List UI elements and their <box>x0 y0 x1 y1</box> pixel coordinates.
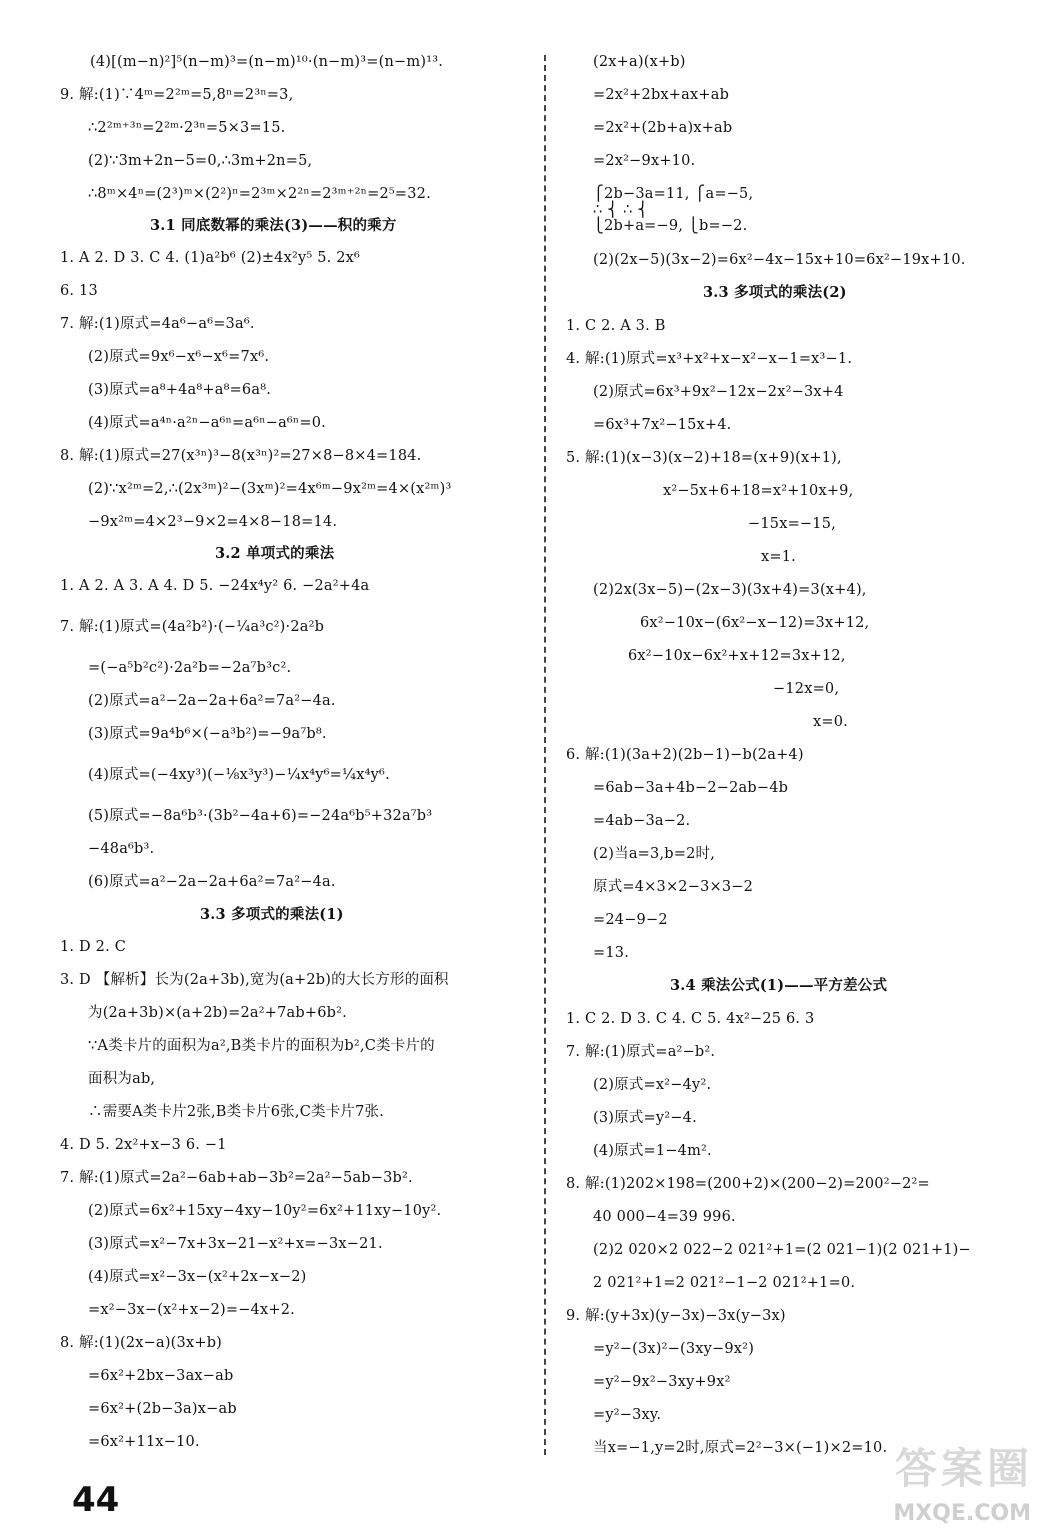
text-line: =6ab−3a+4b−2−2ab−4b <box>593 780 789 796</box>
text-line: 40 000−4=39 996. <box>593 1209 736 1225</box>
text-line: =13. <box>593 945 630 961</box>
text-line: ∴ ⎨ ∴ ⎨ <box>593 202 649 218</box>
text-line: (4)原式=(−4xy³)(−⅛x³y³)−¼x⁴y⁶=¼x⁴y⁶. <box>88 767 390 783</box>
text-line: −48a⁶b³. <box>88 841 155 857</box>
section-heading: 3.1 同底数幂的乘法(3)——积的乘方 <box>150 217 397 234</box>
text-line: ⎧2b−3a=11, ⎧a=−5, <box>593 186 754 202</box>
text-line: =(−a⁵b²c²)·2a²b=−2a⁷b³c². <box>88 660 292 676</box>
text-line: ∴2²ᵐ⁺³ⁿ=2²ᵐ·2³ⁿ=5×3=15. <box>88 120 286 136</box>
text-line: (2)原式=9x⁶−x⁶−x⁶=7x⁶. <box>88 349 270 365</box>
text-line: 7. 解:(1)原式=(4a²b²)·(−¼a³c²)·2a²b <box>60 619 325 635</box>
text-line: x=1. <box>761 549 796 565</box>
text-line: 5. 解:(1)(x−3)(x−2)+18=(x+9)(x+1), <box>566 450 842 466</box>
text-line: (3)原式=y²−4. <box>593 1110 697 1126</box>
text-line: ⎩2b+a=−9, ⎩b=−2. <box>593 218 748 234</box>
text-line: 为(2a+3b)×(a+2b)=2a²+7ab+6b². <box>88 1005 347 1021</box>
text-line: =6x³+7x²−15x+4. <box>593 417 732 433</box>
text-line: ∵A类卡片的面积为a²,B类卡片的面积为b²,C类卡片的 <box>88 1038 435 1054</box>
text-line: (3)原式=9a⁴b⁶×(−a³b²)=−9a⁷b⁸. <box>88 726 327 742</box>
text-line: (3)原式=a⁸+4a⁸+a⁸=6a⁸. <box>88 382 272 398</box>
text-line: 1. C 2. A 3. B <box>566 318 666 334</box>
text-line: −15x=−15, <box>748 516 836 532</box>
page-number: 44 <box>72 1480 120 1520</box>
text-line: 面积为ab, <box>88 1071 156 1087</box>
text-line: ∴需要A类卡片2张,B类卡片6张,C类卡片7张. <box>88 1104 385 1120</box>
text-line: (2)2 020×2 022−2 021²+1=(2 021−1)(2 021+1)− <box>593 1242 971 1258</box>
text-line: 6x²−10x−6x²+x+12=3x+12, <box>628 648 846 664</box>
text-line: 1. C 2. D 3. C 4. C 5. 4x²−25 6. 3 <box>566 1011 815 1027</box>
text-line: =y²−3xy. <box>593 1407 662 1423</box>
text-line: 7. 解:(1)原式=4a⁶−a⁶=3a⁶. <box>60 316 255 332</box>
text-line: 1. D 2. C <box>60 939 127 955</box>
text-line: (4)原式=1−4m². <box>593 1143 712 1159</box>
text-line: 9. 解:(1)∵4ᵐ=2²ᵐ=5,8ⁿ=2³ⁿ=3, <box>60 87 294 103</box>
text-line: 4. D 5. 2x²+x−3 6. −1 <box>60 1137 227 1153</box>
text-line: =2x²+2bx+ax+ab <box>593 87 730 103</box>
text-line: −12x=0, <box>773 681 840 697</box>
text-line: =y²−9x²−3xy+9x² <box>593 1374 731 1390</box>
text-line: 2 021²+1=2 021²−1−2 021²+1=0. <box>593 1275 856 1291</box>
text-line: −9x²ᵐ=4×2³−9×2=4×8−18=14. <box>88 514 338 530</box>
text-line: 8. 解:(1)(2x−a)(3x+b) <box>60 1335 223 1351</box>
column-divider <box>544 55 546 1455</box>
section-heading: 3.3 多项式的乘法(2) <box>703 284 847 301</box>
watermark-title: 答案圈 <box>894 1444 1033 1493</box>
text-line: 当x=−1,y=2时,原式=2²−3×(−1)×2=10. <box>593 1440 888 1456</box>
text-line: 9. 解:(y+3x)(y−3x)−3x(y−3x) <box>566 1308 786 1324</box>
text-line: (2)当a=3,b=2时, <box>593 846 716 862</box>
section-heading: 3.3 多项式的乘法(1) <box>200 906 344 923</box>
text-line: 3. D 【解析】长为(2a+3b),宽为(a+2b)的大长方形的面积 <box>60 972 449 988</box>
text-line: (2)(2x−5)(3x−2)=6x²−4x−15x+10=6x²−19x+10. <box>593 252 966 268</box>
text-line: 6. 13 <box>60 283 98 299</box>
text-line: (2x+a)(x+b) <box>593 54 686 70</box>
text-line: =4ab−3a−2. <box>593 813 691 829</box>
text-line: 6x²−10x−(6x²−x−12)=3x+12, <box>640 615 870 631</box>
text-line: (4)原式=a⁴ⁿ·a²ⁿ−a⁶ⁿ=a⁶ⁿ−a⁶ⁿ=0. <box>88 415 326 431</box>
watermark-url: MXQE.COM <box>893 1501 1031 1526</box>
section-heading: 3.2 单项式的乘法 <box>215 545 335 562</box>
text-line: 1. A 2. D 3. C 4. (1)a²b⁶ (2)±4x²y⁵ 5. 2x⁶ <box>60 250 361 266</box>
text-line: x=0. <box>813 714 848 730</box>
text-line: 8. 解:(1)原式=27(x³ⁿ)³−8(x³ⁿ)²=27×8−8×4=184. <box>60 448 422 464</box>
text-line: x²−5x+6+18=x²+10x+9, <box>663 483 854 499</box>
section-heading: 3.4 乘法公式(1)——平方差公式 <box>670 977 888 994</box>
text-line: (3)原式=x²−7x+3x−21−x²+x=−3x−21. <box>88 1236 383 1252</box>
text-line: 原式=4×3×2−3×3−2 <box>593 879 754 895</box>
text-line: 7. 解:(1)原式=2a²−6ab+ab−3b²=2a²−5ab−3b². <box>60 1170 413 1186</box>
text-line: (2)2x(3x−5)−(2x−3)(3x+4)=3(x+4), <box>593 582 867 598</box>
text-line: =6x²+(2b−3a)x−ab <box>88 1401 237 1417</box>
text-line: (6)原式=a²−2a−2a+6a²=7a²−4a. <box>88 874 336 890</box>
text-line: (4)原式=x²−3x−(x²+2x−x−2) <box>88 1269 307 1285</box>
text-line: =y²−(3x)²−(3xy−9x²) <box>593 1341 755 1357</box>
text-line: =24−9−2 <box>593 912 668 928</box>
text-line: 1. A 2. A 3. A 4. D 5. −24x⁴y² 6. −2a²+4a <box>60 578 370 594</box>
text-line: (2)∵3m+2n−5=0,∴3m+2n=5, <box>88 153 313 169</box>
text-line: ∴8ᵐ×4ⁿ=(2³)ᵐ×(2²)ⁿ=2³ᵐ×2²ⁿ=2³ᵐ⁺²ⁿ=2⁵=32. <box>88 186 431 202</box>
text-line: 6. 解:(1)(3a+2)(2b−1)−b(2a+4) <box>566 747 804 763</box>
text-line: =2x²−9x+10. <box>593 153 696 169</box>
text-line: =x²−3x−(x²+x−2)=−4x+2. <box>88 1302 295 1318</box>
text-line: =6x²+11x−10. <box>88 1434 200 1450</box>
text-line: 4. 解:(1)原式=x³+x²+x−x²−x−1=x³−1. <box>566 351 853 367</box>
text-line: (2)原式=x²−4y². <box>593 1077 712 1093</box>
text-line: =6x²+2bx−3ax−ab <box>88 1368 234 1384</box>
text-line: (2)∵x²ᵐ=2,∴(2x³ᵐ)²−(3xᵐ)²=4x⁶ᵐ−9x²ᵐ=4×(x²ᵐ)³ <box>88 481 452 497</box>
text-line: (2)原式=6x²+15xy−4xy−10y²=6x²+11xy−10y². <box>88 1203 442 1219</box>
text-line: =2x²+(2b+a)x+ab <box>593 120 733 136</box>
text-line: (5)原式=−8a⁶b³·(3b²−4a+6)=−24a⁶b⁵+32a⁷b³ <box>88 808 433 824</box>
watermark-logo <box>839 1444 1049 1530</box>
text-line: 7. 解:(1)原式=a²−b². <box>566 1044 716 1060</box>
text-line: 8. 解:(1)202×198=(200+2)×(200−2)=200²−2²= <box>566 1176 930 1192</box>
text-line: (2)原式=6x³+9x²−12x−2x²−3x+4 <box>593 384 844 400</box>
text-line: (2)原式=a²−2a−2a+6a²=7a²−4a. <box>88 693 336 709</box>
text-line: (4)[(m−n)²]⁵(n−m)³=(n−m)¹⁰·(n−m)³=(n−m)¹³. <box>90 54 444 70</box>
